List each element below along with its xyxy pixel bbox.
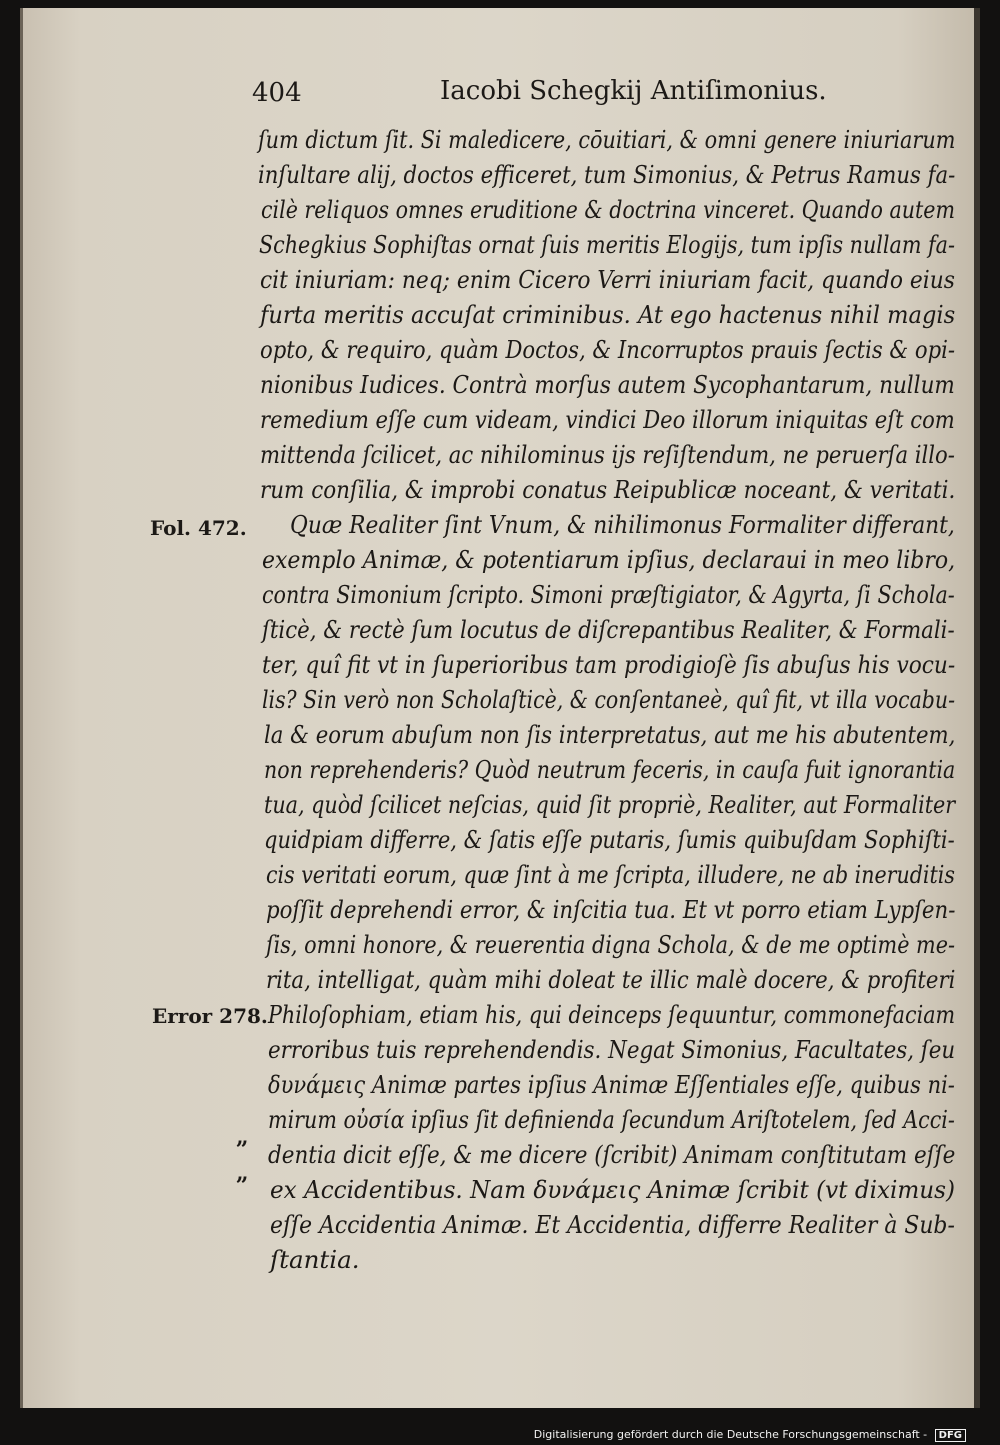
text-line: furta meritis accuſat criminibus. At ego hactenus nihil magis <box>260 301 956 329</box>
text-line: rita, intelligat, quàm mihi doleat te illic malè docere, & profiteri <box>266 966 956 994</box>
page-number: 404 <box>252 78 302 108</box>
quote-mark: „ <box>236 1160 249 1186</box>
text-line: opto, & requiro, quàm Doctos, & Incorruptos prauis ſectis & opi- <box>260 336 956 364</box>
text-line: ſticè, & rectè ſum locutus de diſcrepantibus Realiter, & Formali- <box>262 616 955 644</box>
text-line: ter, quî fit vt in ſuperioribus tam prodigioſè ſis abuſus his vocu- <box>262 651 956 679</box>
text-line: cilè reliquos omnes eruditione & doctrina vinceret. Quando autem <box>261 196 955 224</box>
text-line: mittenda ſcilicet, ac nihilominus ijs reſiſtendum, ne peruerſa illo- <box>260 441 955 469</box>
text-line: δυνάμεις Animæ partes ipſius Animæ Eſſentiales eſſe, quibus ni- <box>268 1071 955 1099</box>
text-line: erroribus tuis reprehendendis. Negat Simonius, Facultates, ſeu <box>268 1036 956 1064</box>
text-line: lis? Sin verò non Scholaſticè, & conſentaneè, quî fit, vt illa vocabu- <box>262 686 956 714</box>
margin-note-error: Error 278. <box>152 1004 268 1028</box>
text-line: cit iniuriam: neq; enim Cicero Verri iniuriam facit, quando eius <box>260 266 955 294</box>
text-line: la & eorum abuſum non ſis interpretatus, aut me his abutentem, <box>264 721 956 749</box>
digitization-footer <box>534 1428 966 1442</box>
text-line: eſſe Accidentia Animæ. Et Accidentia, differre Realiter à Sub- <box>270 1211 955 1239</box>
text-line: nionibus Iudices. Contrà morſus autem Sycophantarum, nullum <box>260 371 955 399</box>
text-line: poſſit deprehendi error, & inſcitia tua. Et vt porro etiam Lypſen- <box>266 896 956 924</box>
text-line: Philoſophiam, etiam his, qui deinceps ſequuntur, commonefaciam <box>268 1001 956 1029</box>
text-line: contra Simonium ſcripto. Simoni præſtigiator, & Agyrta, ſi Schola- <box>262 581 955 609</box>
text-line: remedium eſſe cum videam, vindici Deo illorum iniquitas eſt com <box>260 406 955 434</box>
text-line: rum conſilia, & improbi conatus Reipublicæ noceant, & veritati. <box>260 476 956 504</box>
text-line: Quæ Realiter ſint Vnum, & nihilimonus Formaliter differant, <box>290 511 955 539</box>
text-line: mirum οὐσία ipſius ſit definienda ſecundum Ariſtotelem, ſed Acci- <box>268 1106 955 1134</box>
text-line: exemplo Animæ, & potentiarum ipſius, declaraui in meo libro, <box>262 546 956 574</box>
text-line: quidpiam differre, & ſatis eſſe putaris, ſumis quibuſdam Sophiſti- <box>264 826 955 854</box>
text-line: ſis, omni honore, & reuerentia digna Schola, & de me optimè me- <box>266 931 955 959</box>
margin-note-fol: Fol. 472. <box>150 516 247 540</box>
text-line: ſtantia. <box>270 1246 360 1274</box>
text-line: ex Accidentibus. Nam δυνάμεις Animæ ſcribit (vt diximus) <box>270 1176 956 1204</box>
text-line: dentia dicit eſſe, & me dicere (ſcribit) Animam conſtitutam eſſe <box>268 1141 956 1169</box>
text-line: non reprehenderis? Quòd neutrum feceris, in cauſa fuit ignorantia <box>264 756 956 784</box>
footer-text: Digitalisierung gefördert durch die Deutsche Forschungsgemeinschaft - <box>533 1428 928 1441</box>
quote-mark: „ <box>236 1124 249 1150</box>
running-head: Iacobi Schegkij Antiſimonius. <box>440 76 827 106</box>
text-line: inſultare alij, doctos efficeret, tum Simonius, & Petrus Ramus fa- <box>258 161 956 189</box>
text-line: cis veritati eorum, quæ ſint à me ſcripta, illudere, ne ab ineruditis <box>266 861 955 889</box>
text-line: ſum dictum ſit. Si maledicere, cōuitiari, & omni genere iniuriarum <box>258 126 956 154</box>
dfg-logo: DFG <box>935 1429 966 1442</box>
text-line: tua, quòd ſcilicet neſcias, quid ſit propriè, Realiter, aut Formaliter <box>264 791 956 819</box>
text-line: Schegkius Sophiſtas ornat ſuis meritis Elogijs, tum ipſis nullam fa- <box>259 231 955 259</box>
